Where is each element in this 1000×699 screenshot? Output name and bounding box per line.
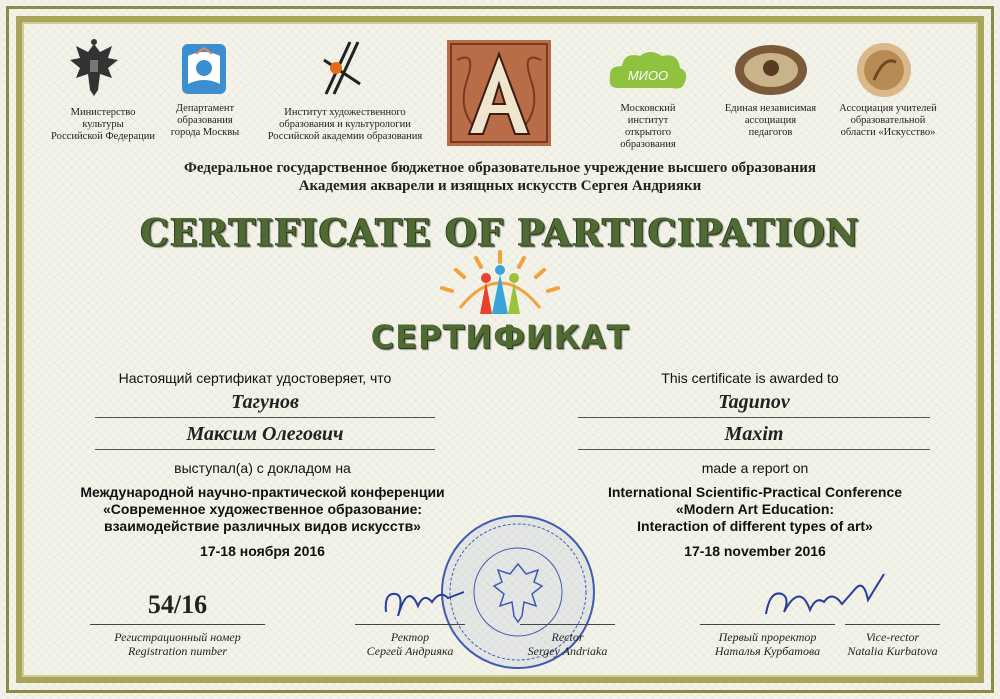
- given-name-en: Maxim: [578, 423, 930, 450]
- institute-logo-icon: [320, 40, 366, 96]
- title-english: CERTIFICATE OF PARTICIPATION: [140, 210, 860, 256]
- institution-line-2: Академия акварели и изящных искусств Сергея Андрияки: [298, 178, 702, 194]
- conference-line3-ru: взаимодействие различных видов искусств»: [104, 518, 421, 534]
- vice-rector-caption-ru: Первый проректор Наталья Курбатова: [714, 630, 821, 658]
- rector-line-en: [520, 624, 615, 625]
- vice-rector-signature-icon: [760, 570, 890, 628]
- intro-ru: Настоящий сертификат удостоверяет, что: [118, 370, 392, 386]
- action-en: made a report on: [701, 460, 809, 476]
- logo-caption-institute: Институт художественного образования и культурологии Российской академии образования: [267, 107, 423, 142]
- action-ru: выступал(а) с докладом на: [174, 460, 351, 476]
- logo-caption-department: Департамент образования города Москвы: [170, 103, 240, 138]
- institution-line-1: Федеральное государственное бюджетное образовательное учреждение высшего образования: [184, 160, 816, 176]
- logo-caption-mioo: Московский институт открытого образования: [620, 103, 676, 150]
- rector-caption-ru: Ректор Сергей Андрияка: [366, 630, 454, 658]
- rector-caption-en: Rector Sergey Andriaka: [527, 630, 608, 658]
- logo-caption-ministry: Министерство культуры Российской Федерации: [51, 107, 155, 142]
- vice-rector-line-en: [845, 624, 940, 625]
- vice-rector-line-ru: [700, 624, 835, 625]
- logo-caption-art-association: Ассоциация учителей образовательной области «Искусство»: [839, 103, 937, 138]
- given-name-ru: Максим Олегович: [95, 423, 435, 450]
- svg-text:МИОО: МИОО: [627, 68, 669, 83]
- rector-line-ru: [355, 624, 465, 625]
- registration-caption: Регистрационный номер Registration number: [114, 630, 241, 658]
- conference-line1-ru: Международной научно-практической конференции: [80, 484, 445, 500]
- conference-line2-en: «Modern Art Education:: [675, 501, 835, 517]
- surname-en: Tagunov: [578, 391, 930, 418]
- mioo-logo-icon: [608, 48, 688, 92]
- teachers-association-seal-icon: [734, 44, 808, 96]
- academy-letter-a-icon: [447, 40, 551, 146]
- surname-ru: Тагунов: [95, 391, 435, 418]
- rector-signature-icon: [378, 572, 468, 628]
- registration-number: 54/16: [147, 590, 208, 619]
- logo-caption-teachers-association: Единая независимая ассоциация педагогов: [724, 103, 817, 138]
- eagle-emblem-icon: [66, 38, 122, 100]
- conference-line2-ru: «Современное художественное образование:: [102, 501, 423, 517]
- intro-en: This certificate is awarded to: [661, 370, 839, 386]
- title-russian: СЕРТИФИКАТ: [370, 318, 630, 356]
- conference-line1-en: International Scientific-Practical Conference: [607, 484, 903, 500]
- moscow-education-logo-icon: [182, 44, 226, 94]
- conference-line3-en: Interaction of different types of art»: [637, 518, 873, 534]
- vice-rector-caption-en: Vice-rector Natalia Kurbatova: [847, 630, 938, 658]
- sun-children-emblem-icon: [430, 248, 570, 320]
- art-teachers-association-icon: [856, 42, 912, 98]
- date-ru: 17-18 ноября 2016: [200, 543, 325, 559]
- registration-line: [90, 624, 265, 625]
- date-en: 17-18 november 2016: [684, 543, 826, 559]
